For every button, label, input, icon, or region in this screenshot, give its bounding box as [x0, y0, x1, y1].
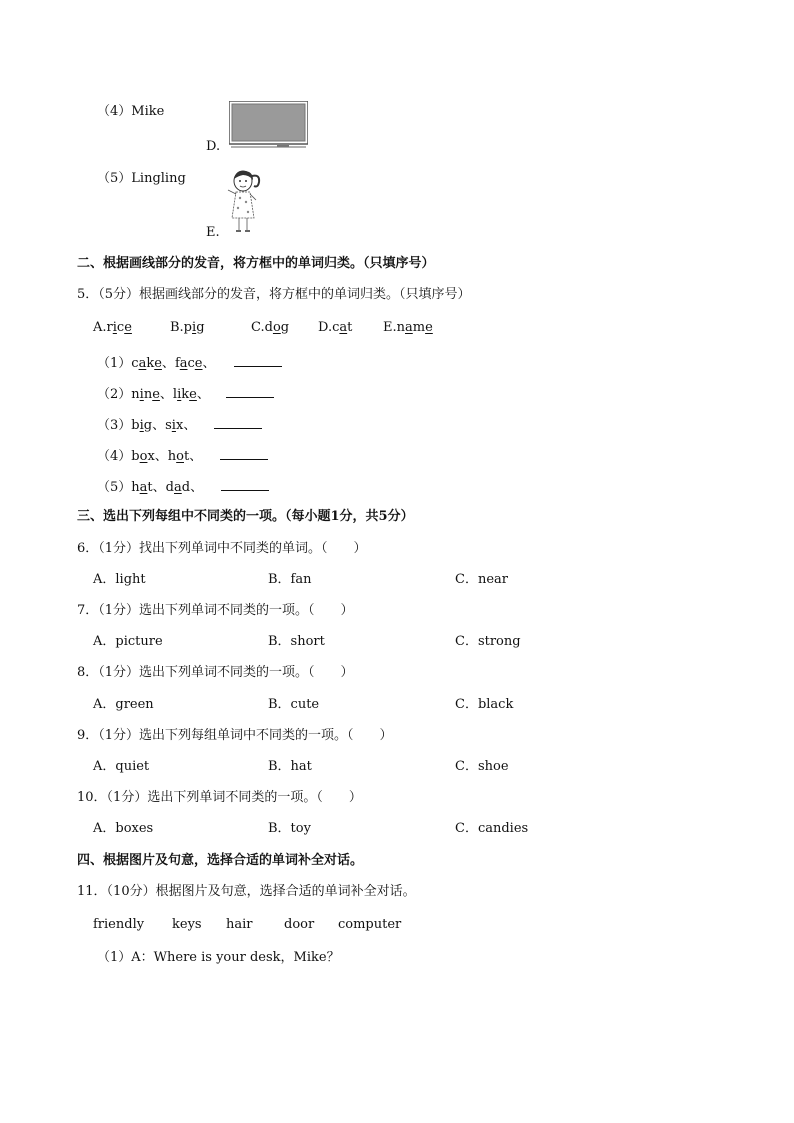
- match-item-num: （5）: [97, 171, 132, 186]
- q5-row-3: [97, 416, 262, 434]
- row-num: （1）: [97, 356, 132, 371]
- word-part: g: [143, 418, 153, 433]
- q5-option-c: [251, 320, 289, 336]
- option-text: c: [116, 320, 125, 335]
- separator: 、: [154, 449, 168, 464]
- option-text: m: [412, 320, 426, 335]
- word-part: t: [147, 480, 153, 495]
- underlined-letter: a: [405, 320, 413, 335]
- underlined-letter: i: [171, 418, 176, 433]
- underlined-letter: e: [152, 387, 160, 402]
- word-part: b: [131, 418, 140, 433]
- underlined-letter: i: [139, 418, 144, 433]
- separator: 、: [196, 387, 210, 402]
- option-text: A.r: [93, 320, 113, 335]
- row-num: （2）: [97, 387, 132, 402]
- separator: 、: [202, 356, 216, 371]
- word-part: f: [174, 356, 180, 371]
- underlined-letter: e: [154, 356, 162, 371]
- word-part: x: [175, 418, 184, 433]
- question-9-option-c[interactable]: C．shoe: [455, 759, 509, 774]
- q5-option-e: [383, 320, 433, 336]
- q5-row-2: [97, 385, 274, 403]
- image-letter-d: D.: [206, 139, 221, 154]
- answer-blank[interactable]: [234, 354, 282, 367]
- word-part: k: [146, 356, 155, 371]
- separator: 、: [161, 356, 175, 371]
- underlined-letter: a: [139, 480, 148, 495]
- underlined-letter: a: [179, 356, 188, 371]
- underlined-letter: e: [194, 356, 203, 371]
- word-part: x: [147, 449, 155, 464]
- image-letter-e: E.: [206, 225, 220, 240]
- word-bank-word: computer: [338, 917, 402, 932]
- word-bank-word: hair: [226, 917, 253, 932]
- word-bank-word: keys: [172, 917, 202, 932]
- word-part: h: [167, 449, 177, 464]
- word-part: k: [181, 387, 190, 402]
- q5-row-5: [97, 478, 269, 496]
- option-text: t: [347, 320, 353, 335]
- match-item-name: Lingling: [131, 171, 186, 186]
- q5-option-b: [170, 320, 205, 336]
- question-10-option-c[interactable]: C．candies: [455, 821, 529, 836]
- match-item-5: [97, 171, 186, 187]
- row-num: （4）: [97, 449, 132, 464]
- word-part: b: [131, 449, 140, 464]
- option-text: g: [196, 320, 205, 335]
- separator: 、: [159, 387, 173, 402]
- word-bank-word: friendly: [93, 917, 145, 932]
- option-text: C.d: [251, 320, 273, 335]
- question-8-option-c[interactable]: C．black: [455, 697, 514, 712]
- word-part: l: [172, 387, 178, 402]
- answer-blank[interactable]: [214, 416, 262, 429]
- section-4-heading: 四、根据图片及句意，选择合适的单词补全对话。: [77, 853, 364, 868]
- question-6-option-c[interactable]: C．near: [455, 572, 508, 587]
- match-item-name: Mike: [131, 104, 165, 119]
- word-bank-word: door: [284, 917, 315, 932]
- question-7-option-c[interactable]: C．strong: [455, 634, 521, 649]
- answer-blank[interactable]: [226, 385, 274, 398]
- underlined-letter: o: [272, 320, 281, 335]
- underlined-letter: i: [177, 387, 182, 402]
- question-10-option-b[interactable]: B．toy: [268, 821, 311, 836]
- underlined-letter: a: [174, 480, 182, 495]
- separator: 、: [183, 418, 197, 433]
- underlined-letter: e: [425, 320, 433, 335]
- word-part: h: [131, 480, 140, 495]
- underlined-letter: e: [189, 387, 197, 402]
- separator: 、: [152, 480, 166, 495]
- word-part: t: [184, 449, 190, 464]
- question-7-option-a[interactable]: A．picture: [93, 634, 163, 649]
- question-9-stem: 9．（1分）选出下列每组单词中不同类的一项。（ ）: [77, 728, 393, 743]
- row-num: （5）: [97, 480, 132, 495]
- question-7-option-b[interactable]: B．short: [268, 634, 325, 649]
- question-9-option-a[interactable]: A．quiet: [93, 759, 150, 774]
- option-text: D.c: [318, 320, 340, 335]
- underlined-letter: a: [138, 356, 147, 371]
- word-part: n: [143, 387, 153, 402]
- word-part: c: [131, 356, 139, 371]
- question-7-stem: 7．（1分）选出下列单词不同类的一项。（ ）: [77, 603, 354, 618]
- question-11-sub-1: （1）A：Where is your desk，Mike？: [97, 950, 340, 965]
- q5-row-4: [97, 447, 268, 465]
- answer-blank[interactable]: [221, 478, 269, 491]
- word-part: c: [187, 356, 195, 371]
- separator: 、: [189, 449, 203, 464]
- word-part: n: [131, 387, 140, 402]
- underlined-letter: i: [192, 320, 197, 335]
- underlined-letter: o: [139, 449, 148, 464]
- question-8-stem: 8．（1分）选出下列单词不同类的一项。（ ）: [77, 665, 354, 680]
- option-text: E.n: [383, 320, 405, 335]
- separator: 、: [190, 480, 204, 495]
- question-10-option-a[interactable]: A．boxes: [93, 821, 154, 836]
- question-11-stem: 11．（10分）根据图片及句意，选择合适的单词补全对话。: [77, 884, 416, 899]
- underlined-letter: i: [112, 320, 117, 335]
- word-part: d: [165, 480, 174, 495]
- word-part: s: [165, 418, 172, 433]
- q5-option-a: [93, 320, 132, 336]
- question-5-stem: 5．（5分）根据画线部分的发音，将方框中的单词归类。（只填序号）: [77, 287, 471, 302]
- question-9-option-b[interactable]: B．hat: [268, 759, 312, 774]
- q5-row-1: [97, 354, 282, 372]
- question-6-stem: 6．（1分）找出下列单词中不同类的单词。（ ）: [77, 541, 367, 556]
- row-num: （3）: [97, 418, 132, 433]
- match-item-4: [97, 104, 164, 120]
- option-text: g: [280, 320, 290, 335]
- answer-blank[interactable]: [220, 447, 268, 460]
- blackboard-icon: [229, 101, 308, 149]
- section-2-heading: 二、根据画线部分的发音，将方框中的单词归类。（只填序号）: [77, 256, 435, 271]
- girl-icon: [226, 168, 268, 234]
- separator: 、: [152, 418, 166, 433]
- q5-option-d: [318, 320, 352, 336]
- question-8-option-b[interactable]: B．cute: [268, 697, 320, 712]
- underlined-letter: a: [339, 320, 348, 335]
- question-6-option-a[interactable]: A．light: [93, 572, 146, 587]
- option-text: B.p: [170, 320, 193, 335]
- underlined-letter: i: [139, 387, 144, 402]
- match-item-num: （4）: [97, 104, 132, 119]
- question-6-option-b[interactable]: B．fan: [268, 572, 312, 587]
- section-3-heading: 三、选出下列每组中不同类的一项。（每小题1分，共5分）: [77, 509, 414, 524]
- word-part: d: [181, 480, 191, 495]
- question-10-stem: 10．（1分）选出下列单词不同类的一项。（ ）: [77, 790, 362, 805]
- underlined-letter: e: [124, 320, 132, 335]
- question-8-option-a[interactable]: A．green: [93, 697, 154, 712]
- underlined-letter: o: [176, 449, 184, 464]
